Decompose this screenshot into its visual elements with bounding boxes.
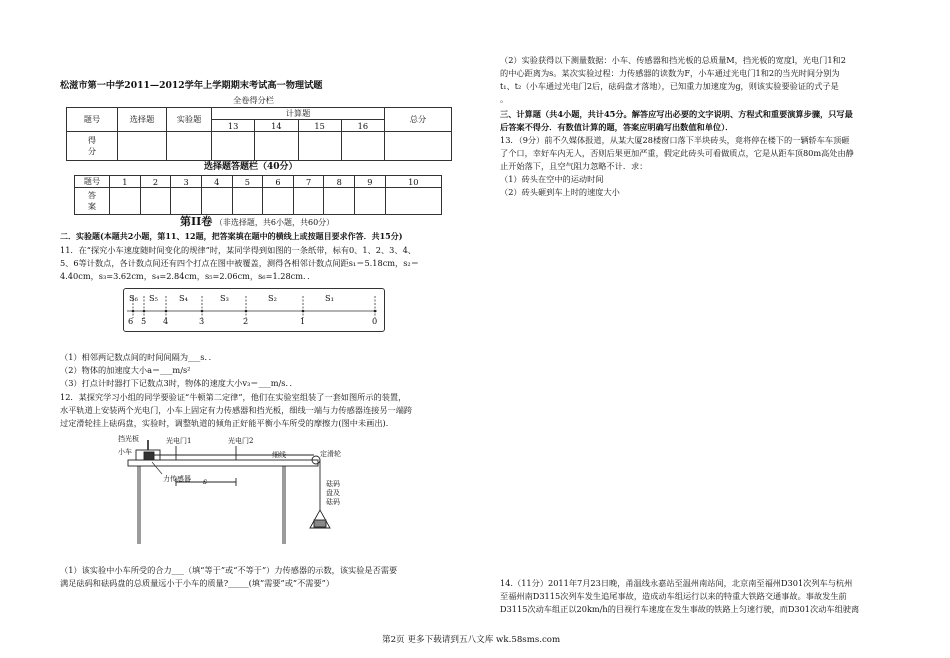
answer-num: 4	[201, 176, 232, 188]
q11-sub: （3）打点计时器打下记数点3时，物体的速度大小v₃＝___m/s．．	[60, 378, 298, 388]
q12-line: 过定滑轮挂上砝码盘，实验时，调整轨道的倾角正好能平衡小车所受的摩擦力(图中未画出)．	[60, 418, 394, 428]
tape-point-label: 6	[128, 316, 134, 326]
section3-heading: 后答案不得分．有数值计算的题，答案应明确写出数值和单位）．	[500, 122, 734, 132]
q11-line: 5、6等计数点，各计数点间还有四个打点在图中被覆盖，测得各相邻计数点间距s₁＝5.18cm，s₂＝	[60, 258, 419, 268]
apparatus-label-s: s	[203, 477, 208, 486]
weights-label-line: 盘及	[326, 489, 340, 497]
answer-cell[interactable]	[201, 188, 232, 215]
q12-sub: （1）该实验中小车所受的合力___（填“等于”或“不等于”）力传感器的示数，该实验是否需要	[60, 565, 398, 575]
answer-cell[interactable]	[324, 188, 355, 215]
apparatus-label-car: 小车	[118, 448, 132, 456]
answer-label-num: 题号	[75, 176, 110, 188]
tape-dot	[132, 310, 135, 313]
volume2-heading	[180, 216, 334, 229]
score-col-total: 总分	[385, 108, 452, 132]
apparatus-label-weights	[326, 480, 340, 507]
tape-s-label: S₃	[220, 293, 229, 303]
answer-num: 7	[293, 176, 324, 188]
answer-num: 10	[385, 176, 441, 188]
q12-2-line: t₁、t₂（小车通过光电门2后，砝码盘才落地），已知重力加速度为g，则该实验要验证的式子是	[500, 81, 839, 91]
tape-s-label: S₆	[129, 293, 138, 303]
tape-point-label: 0	[372, 316, 378, 326]
q12-line: 12．某探究学习小组的同学要验证“牛顿第二定律”，他们在实验室组装了一套如图所示的装置，	[60, 392, 407, 402]
score-calc-16: 16	[341, 120, 384, 132]
answer-num: 3	[171, 176, 202, 188]
apparatus-label-gate1: 光电门1	[166, 437, 192, 445]
score-row-label	[67, 132, 118, 161]
tape-point-label: 4	[163, 316, 169, 326]
q13-line: 止开始落下，且空气阻力忽略不计．求：	[500, 161, 648, 171]
score-row-label-1: 得	[87, 135, 97, 146]
apparatus-label-pulley: 定滑轮	[320, 450, 341, 458]
score-cell[interactable]	[118, 132, 167, 161]
score-table-caption: 全卷得分栏	[233, 95, 274, 105]
answer-label-ans-1: 答	[87, 190, 97, 201]
tape-point-label: 5	[141, 316, 147, 326]
tape-s-label: S₅	[149, 293, 158, 303]
weight-block	[314, 520, 326, 527]
q11-line: 4.40cm，s₃=3.62cm，s₄=2.84cm，s₅=2.06cm，s₆=1.28cm．．	[60, 271, 316, 281]
q12-sub: 满足砝码和砝码盘的总质量远小于小车的质量?_____(填”需要”或”不需要”）	[60, 578, 335, 588]
score-calc-13: 13	[212, 120, 255, 132]
tape-dot	[302, 310, 305, 313]
score-cell[interactable]	[385, 132, 452, 161]
score-calc-14: 14	[255, 120, 298, 132]
answer-table	[74, 175, 442, 215]
tape-s-label: S₄	[179, 293, 188, 303]
weights-label-line: 砝码	[326, 498, 340, 506]
answer-num: 1	[110, 176, 141, 188]
tape-dot	[165, 310, 168, 313]
score-col-calc: 计算题	[212, 108, 385, 120]
volume2-title: 第II卷	[180, 215, 213, 228]
tape-dot	[374, 310, 377, 313]
q12-2-line: （2）实验获得以下测量数据：小车、传感器和挡光板的总质量M，挡光板的宽度l，光电门1和2	[500, 55, 846, 65]
answer-num: 2	[140, 176, 171, 188]
answer-cell[interactable]	[140, 188, 171, 215]
score-calc-15: 15	[298, 120, 341, 132]
tape-dot	[201, 310, 204, 313]
answer-cell[interactable]	[263, 188, 294, 215]
tape-dot	[245, 310, 248, 313]
answer-cell[interactable]	[293, 188, 324, 215]
volume2-note: （非选择题，共6小题，共60分）	[214, 218, 335, 227]
q11-sub: （2）物体的加速度大小a＝___m/s²	[60, 365, 191, 375]
q11-sub: （1）相邻两记数点间的时间间隔为___s．．	[60, 352, 217, 362]
force-sensor-block	[144, 452, 154, 460]
answer-cell[interactable]	[232, 188, 263, 215]
tape-s-label: S₁	[325, 293, 334, 303]
q11-line: 11．在“探究小车速度随时间变化的规律”时，某同学得到如图的一条纸带，标有0、1、2、3、4、	[60, 245, 416, 255]
apparatus-label-gate2: 光电门2	[228, 437, 254, 445]
answer-num: 5	[232, 176, 263, 188]
score-cell[interactable]	[298, 132, 341, 161]
q13-line: （2）砖头砸到车上时的速度大小	[500, 187, 620, 197]
answer-cell[interactable]	[171, 188, 202, 215]
apparatus-label-sensor: 力传感器	[163, 475, 191, 483]
q13-line: 13．（9分）前不久媒体报道，从某大厦28楼窗口落下半块砖头，竟将停在楼下的一辆轿车车顶砸	[500, 135, 850, 145]
score-cell[interactable]	[167, 132, 212, 161]
score-col-experiment: 实验题	[167, 108, 212, 132]
answer-cell[interactable]	[110, 188, 141, 215]
answer-label-ans	[75, 188, 110, 215]
q14-line: D3115次动车组正以20km/h的目视行车速度在发生事故的铁路上匀速行驶，而D301次动车组驶离	[500, 604, 860, 614]
apparatus-label-baffle: 挡光板	[118, 435, 139, 443]
apparatus-label-string: 细线	[272, 451, 286, 459]
tape-point-label: 2	[243, 316, 249, 326]
paper-title: 松滋市第一中学2011—2012学年上学期期末考试高一物理试题	[60, 80, 323, 91]
score-col-choice: 选择题	[118, 108, 167, 132]
q12-line: 水平轨道上安装两个光电门，小车上固定有力传感器和挡光板，细线一端与力传感器连接另一端跨	[60, 405, 413, 415]
q12-2-line: 。	[500, 94, 509, 104]
weights-label-line: 砝码	[326, 480, 340, 488]
answer-label-ans-2: 案	[87, 201, 97, 212]
score-col-question: 题号	[67, 108, 118, 132]
tape-point-label: 3	[199, 316, 205, 326]
tape-s-label: S₂	[268, 293, 277, 303]
score-cell[interactable]	[212, 132, 255, 161]
q14-line: 14.（11分）2011年7月23日晚，甬温线永嘉站至温州南站间，北京南至福州D301次列车与杭州	[500, 578, 853, 588]
q12-2-line: 的中心距离为s。某次实验过程：力传感器的读数为F，小车通过光电门1和2的当光时间分别为	[500, 68, 840, 78]
answer-cell[interactable]	[355, 188, 386, 215]
section2-heading: 二．实验题(本题共2小题，第11、12题，把答案填在题中的横线上或按题目要求作答．共15分)	[60, 231, 403, 241]
answer-num: 6	[263, 176, 294, 188]
tape-dot	[143, 310, 146, 313]
score-cell[interactable]	[341, 132, 384, 161]
score-table	[66, 107, 452, 161]
q14-line: 至福州南D3115次列车发生追尾事故，造成动车组运行以来的特重大铁路交通事故。事故发生前	[500, 591, 847, 601]
score-row-label-2: 分	[87, 146, 97, 157]
page-footer: 第2页 更多下载请到五八文库 wk.58sms.com	[382, 635, 561, 645]
answer-table-caption: 选择题答题栏（40分）	[204, 162, 298, 172]
answer-cell[interactable]	[385, 188, 441, 215]
q13-line: 了个口，幸好车内无人，否则后果更加严重，假定此砖头可看做质点，它是从距车顶80m高处由静	[500, 148, 854, 158]
section3-heading: 三、计算题（共4小题，共计45分。解答应写出必要的文字说明、方程式和重要演算步骤，只写最	[500, 109, 853, 119]
answer-num: 8	[324, 176, 355, 188]
tape-point-label: 1	[300, 316, 306, 326]
track	[128, 460, 318, 466]
score-cell[interactable]	[255, 132, 298, 161]
q13-line: （1）砖头在空中的运动时间	[500, 174, 604, 184]
answer-num: 9	[355, 176, 386, 188]
